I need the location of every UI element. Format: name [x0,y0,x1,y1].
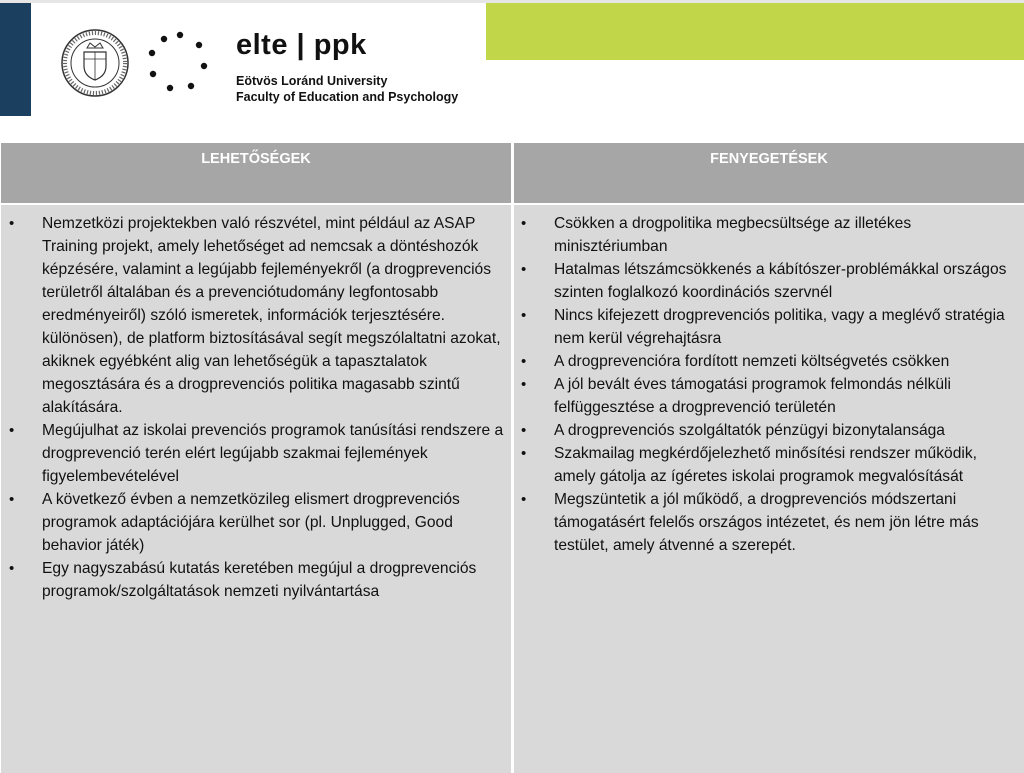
faculty-name: Faculty of Education and Psychology [236,90,459,104]
threats-list [521,212,1014,557]
elte-dots-logo-icon [144,30,214,94]
university-name: Eötvös Loránd University [236,74,388,88]
list-item: • A jól bevált éves támogatási programok felmondás nélküli felfüggesztése a drogprevenció területén [521,376,951,416]
list-item: • Szakmailag megkérdőjelezhető minősítési rendszer működik, amely gátolja az ígéretes iskolai programok megvalósítását [521,445,977,485]
list-item: • Nincs kifejezett drogprevenciós politika, vagy a meglévő stratégia nem kerül végrehajtásra [521,307,1005,347]
list-item: • Megszüntetik a jól működő, a drogprevenciós módszertani támogatásért felelős országos intézetet, és nem jön létre más testület, amely átvenné a szerepét. [521,491,979,554]
list-item: • A drogprevencióra fordított nemzeti költségvetés csökken [521,353,950,370]
university-seal-icon [60,28,130,98]
list-item: • Egy nagyszabású kutatás keretében megújul a drogprevenciós programok/szolgáltatások nemzeti nyilvántartása [9,560,477,600]
list-item: • Hatalmas létszámcsökkenés a kábítószer-problémákkal országos szinten foglalkozó koordinációs szervnél [521,261,1007,301]
column-header-threats: FENYEGETÉSEK [514,143,1024,203]
brand-side-bar [0,3,31,116]
list-item: • Nemzetközi projektekben való részvétel, mint például az ASAP Training projekt, amely lehetőséget ad nemcsak a döntéshozók képzésére, valamint a legújabb fejleményekről (a drogprevenciós területről általában és a prevenciótudomány legfontosabb eredményeiről) szóló ismeretek, információk terjesztésére. különösen), de platform biztosításával segít megszólaltatni azokat, akiknek egyébként alig van lehetőségük a tapasztalatok megosztására és a drogprevenciós politika magasabb szintű alakítására. [9,215,501,416]
brand-accent-bar [486,3,1024,60]
list-item: • A drogprevenciós szolgáltatók pénzügyi bizonytalansága [521,422,945,439]
brand-title: elte | ppk [236,29,367,61]
brand-subtitle [236,73,458,105]
list-item: • Megújulhat az iskolai prevenciós programok tanúsítási rendszere a drogprevenció terén elért legújabb szakmai fejlemények figyelembevételével [9,422,504,485]
opportunities-list [9,212,507,603]
column-header-opportunities: LEHETŐSÉGEK [1,143,511,203]
list-item: • Csökken a drogpolitika megbecsültsége az illetékes minisztériumban [521,215,912,255]
list-item: • A következő évben a nemzetközileg elismert drogprevenciós programok adaptációjára kerülhet sor (pl. Unplugged, Good behavior játék) [9,491,460,554]
